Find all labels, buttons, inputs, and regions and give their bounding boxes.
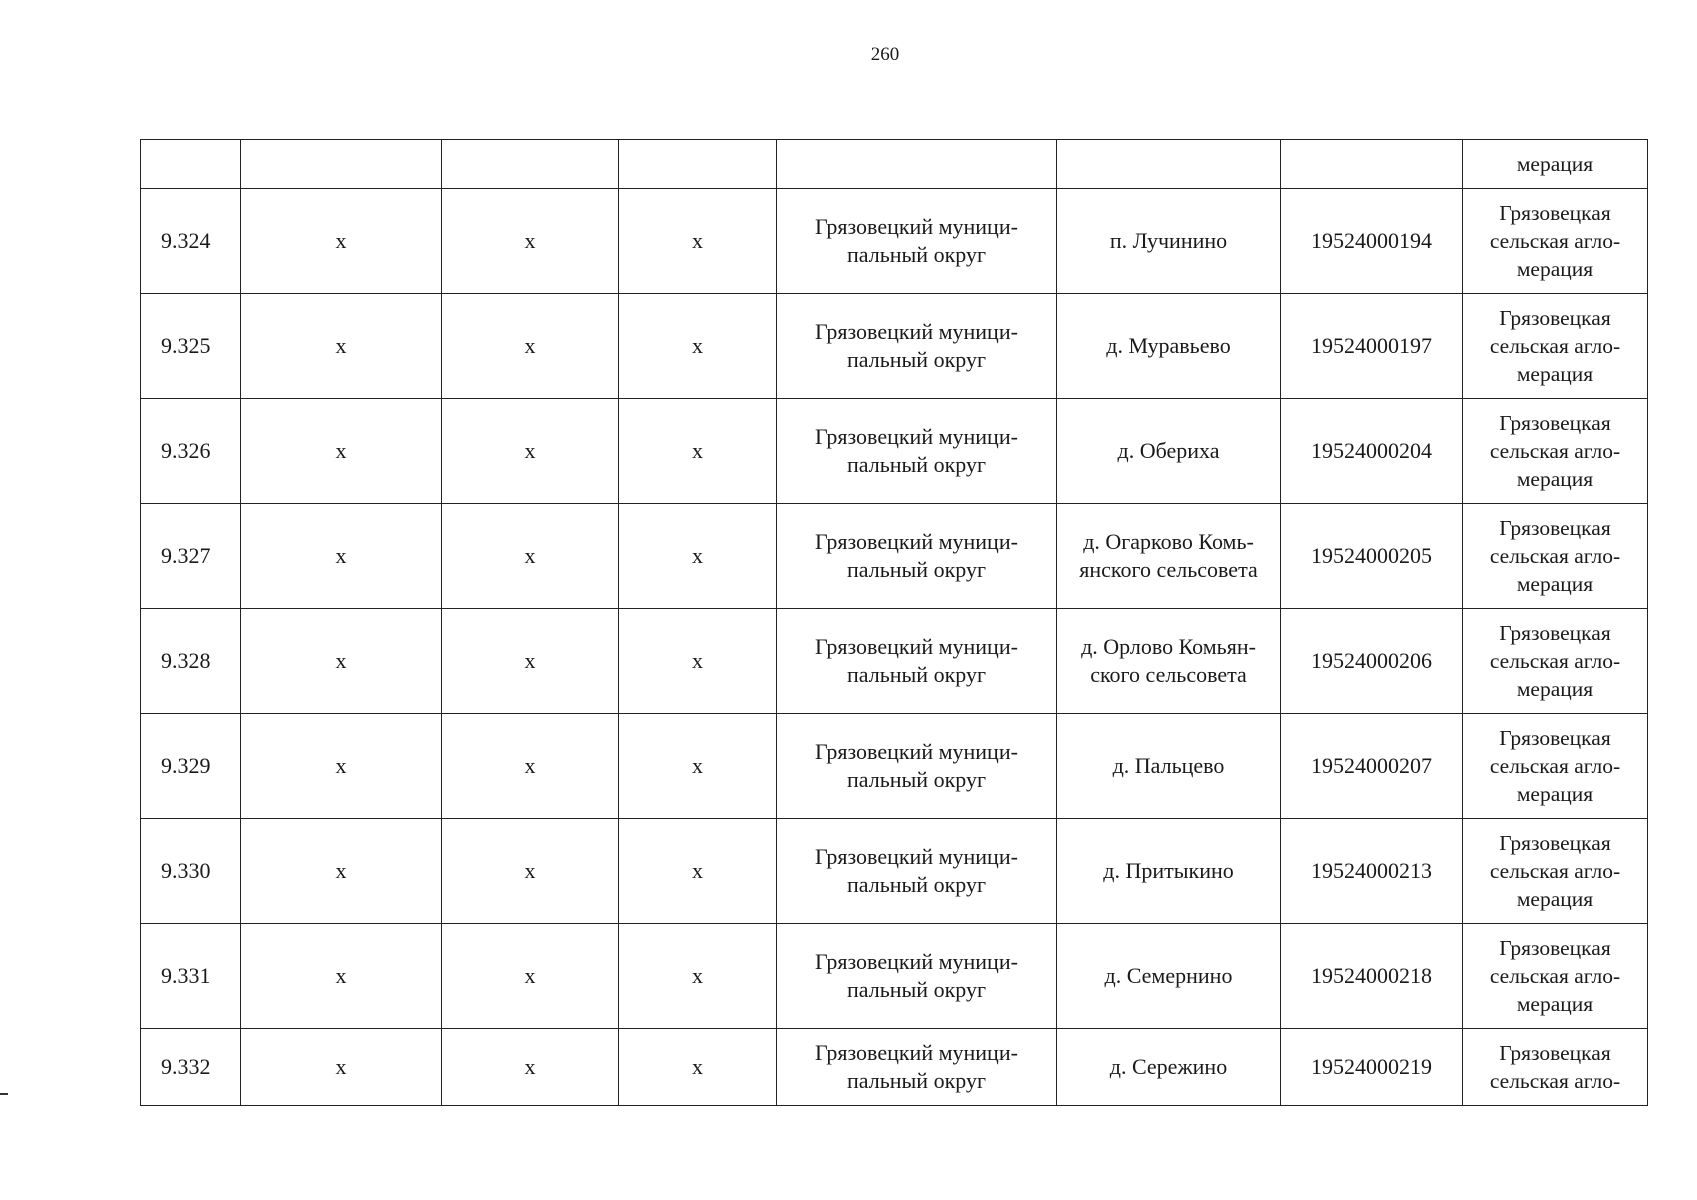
agglomeration-cell-line: сельская агло- [1489,1069,1621,1093]
agglomeration-cell [1463,609,1648,714]
table-cell [619,140,777,189]
district-cell-line: Грязовецкий муници- [815,1040,1018,1065]
agglomeration-cell-line: Грязовецкая [1499,621,1611,645]
settlement-cell-line: д. Пальцево [1112,753,1225,778]
district-cell [777,504,1057,609]
agglomeration-cell-line: мерация [1516,782,1594,806]
marker-cell: x [619,714,777,819]
settlement-cell [1057,399,1281,504]
table-body [141,140,1648,1106]
district-cell-line: Грязовецкий муници- [815,424,1018,449]
agglomeration-cell [1463,819,1648,924]
marker-cell: x [241,399,442,504]
settlement-cell [1057,294,1281,399]
agglomeration-cell-line: сельская агло- [1489,544,1621,568]
marker-cell: x [442,924,619,1029]
settlement-cell-line: д. Орлово Комьян- [1081,634,1256,659]
marker-cell: x [241,294,442,399]
table-row [141,714,1648,819]
district-cell-line: пальный округ [847,557,986,582]
settlement-cell [1057,924,1281,1029]
marker-cell: x [442,294,619,399]
marker-cell: x [619,399,777,504]
continuation-row [141,140,1648,189]
marker-cell: x [442,189,619,294]
agglomeration-cell [1463,924,1648,1029]
marker-cell: x [442,819,619,924]
settlement-cell-line: д. Муравьево [1106,333,1231,358]
district-cell-line: пальный округ [847,242,986,267]
row-number-cell: 9.327 [141,504,241,609]
district-cell-line: Грязовецкий муници- [815,949,1018,974]
table-cell [1281,140,1463,189]
district-cell-line: пальный округ [847,1068,986,1093]
agglomeration-cell-line: мерация [1516,467,1594,491]
marker-cell: x [442,399,619,504]
table-cell [241,140,442,189]
marker-cell: x [619,1029,777,1106]
agglomeration-cell-line: сельская агло- [1489,859,1621,883]
district-cell-line: пальный округ [847,767,986,792]
district-cell-line: Грязовецкий муници- [815,529,1018,554]
district-cell [777,1029,1057,1106]
row-number-cell: 9.330 [141,819,241,924]
marker-cell: x [442,609,619,714]
marker-cell: x [619,504,777,609]
settlements-table [140,139,1648,1106]
table-row [141,819,1648,924]
marker-cell: x [619,819,777,924]
settlement-cell-line: п. Лучинино [1109,228,1228,253]
district-cell-line: Грязовецкий муници- [815,214,1018,239]
district-cell [777,924,1057,1029]
settlement-cell-line: ского сельсовета [1090,662,1247,687]
district-cell-line: пальный округ [847,452,986,477]
row-number-cell: 9.324 [141,189,241,294]
agglomeration-cell-line: мерация [1516,677,1594,701]
settlement-cell-line: д. Сережино [1109,1054,1228,1079]
row-number-cell: 9.326 [141,399,241,504]
oktmo-code-cell: 19524000207 [1281,714,1463,819]
agglomeration-cell [1463,189,1648,294]
district-cell-line: пальный округ [847,977,986,1002]
marker-cell: x [442,714,619,819]
district-cell [777,294,1057,399]
district-cell [777,714,1057,819]
oktmo-code-cell: 19524000197 [1281,294,1463,399]
marker-cell: x [619,609,777,714]
table-cell [141,140,241,189]
marker-cell: x [241,504,442,609]
table-row [141,924,1648,1029]
district-cell-line: пальный округ [847,662,986,687]
settlement-cell [1057,504,1281,609]
agglomeration-cell-line: сельская агло- [1489,649,1621,673]
agglomeration-cell-line: Грязовецкая [1499,831,1611,855]
agglomeration-cell [1463,1029,1648,1106]
marker-cell: x [241,1029,442,1106]
agglomeration-cell [1463,294,1648,399]
agglomeration-cell-line: мерация [1516,572,1594,596]
marker-cell: x [241,189,442,294]
row-number-cell: 9.329 [141,714,241,819]
marker-cell: x [241,609,442,714]
settlement-cell [1057,189,1281,294]
settlement-cell-line: янского сельсовета [1079,557,1258,582]
oktmo-code-cell: 19524000206 [1281,609,1463,714]
row-number-cell: 9.328 [141,609,241,714]
agglomeration-cell-line: сельская агло- [1489,229,1621,253]
settlement-cell-line: д. Обериха [1117,438,1220,463]
marker-cell: x [241,819,442,924]
table-row [141,399,1648,504]
district-cell-line: Грязовецкий муници- [815,844,1018,869]
district-cell [777,819,1057,924]
marker-cell: x [241,924,442,1029]
marker-cell: x [442,1029,619,1106]
settlement-cell [1057,1029,1281,1106]
agglomeration-cell-line: мерация [1516,992,1594,1016]
table-row [141,504,1648,609]
district-cell [777,399,1057,504]
row-number-cell: 9.331 [141,924,241,1029]
settlement-cell [1057,714,1281,819]
agglomeration-cell [1463,714,1648,819]
district-cell-line: Грязовецкий муници- [815,634,1018,659]
agglomeration-cell-line: мерация [1516,362,1594,386]
oktmo-code-cell: 19524000219 [1281,1029,1463,1106]
agglomeration-cell-line: Грязовецкая [1499,516,1611,540]
agglomeration-cell [1463,504,1648,609]
oktmo-code-cell: 19524000218 [1281,924,1463,1029]
table-row [141,294,1648,399]
agglomeration-cell-line: мерация [1516,257,1594,281]
district-cell-line: Грязовецкий муници- [815,739,1018,764]
oktmo-code-cell: 19524000205 [1281,504,1463,609]
table-cell [777,140,1057,189]
oktmo-code-cell: 19524000194 [1281,189,1463,294]
agglomeration-cell-line: Грязовецкая [1499,411,1611,435]
oktmo-code-cell: 19524000204 [1281,399,1463,504]
agglomeration-cell-line: Грязовецкая [1499,306,1611,330]
agglomeration-cell-line: Грязовецкая [1499,936,1611,960]
agglomeration-cell-line: сельская агло- [1489,754,1621,778]
table-row [141,609,1648,714]
marker-cell: x [619,294,777,399]
district-cell-line: Грязовецкий муници- [815,319,1018,344]
agglomeration-cell [1463,399,1648,504]
district-cell-line: пальный округ [847,872,986,897]
page-number: 260 [870,44,900,65]
table-row [141,189,1648,294]
settlement-cell-line: д. Семернино [1104,963,1233,988]
settlement-cell-line: д. Огарково Комь- [1083,529,1254,554]
agglomeration-cell-line: Грязовецкая [1499,726,1611,750]
settlement-cell-line: д. Притыкино [1103,858,1234,883]
agglomeration-cell: мерация [1463,140,1648,189]
margin-mark [0,1093,8,1095]
agglomeration-cell-line: Грязовецкая [1499,1041,1611,1065]
agglomeration-cell-line: сельская агло- [1489,334,1621,358]
settlement-cell [1057,609,1281,714]
settlement-cell [1057,819,1281,924]
row-number-cell: 9.332 [141,1029,241,1106]
agglomeration-cell-line: сельская агло- [1489,964,1621,988]
table-row [141,1029,1648,1106]
agglomeration-cell-line: сельская агло- [1489,439,1621,463]
table-cell [1057,140,1281,189]
agglomeration-cell-line: Грязовецкая [1499,201,1611,225]
row-number-cell: 9.325 [141,294,241,399]
agglomeration-cell-line: мерация [1516,887,1594,911]
oktmo-code-cell: 19524000213 [1281,819,1463,924]
district-cell [777,609,1057,714]
marker-cell: x [619,189,777,294]
district-cell-line: пальный округ [847,347,986,372]
district-cell [777,189,1057,294]
marker-cell: x [619,924,777,1029]
table-cell [442,140,619,189]
marker-cell: x [241,714,442,819]
marker-cell: x [442,504,619,609]
